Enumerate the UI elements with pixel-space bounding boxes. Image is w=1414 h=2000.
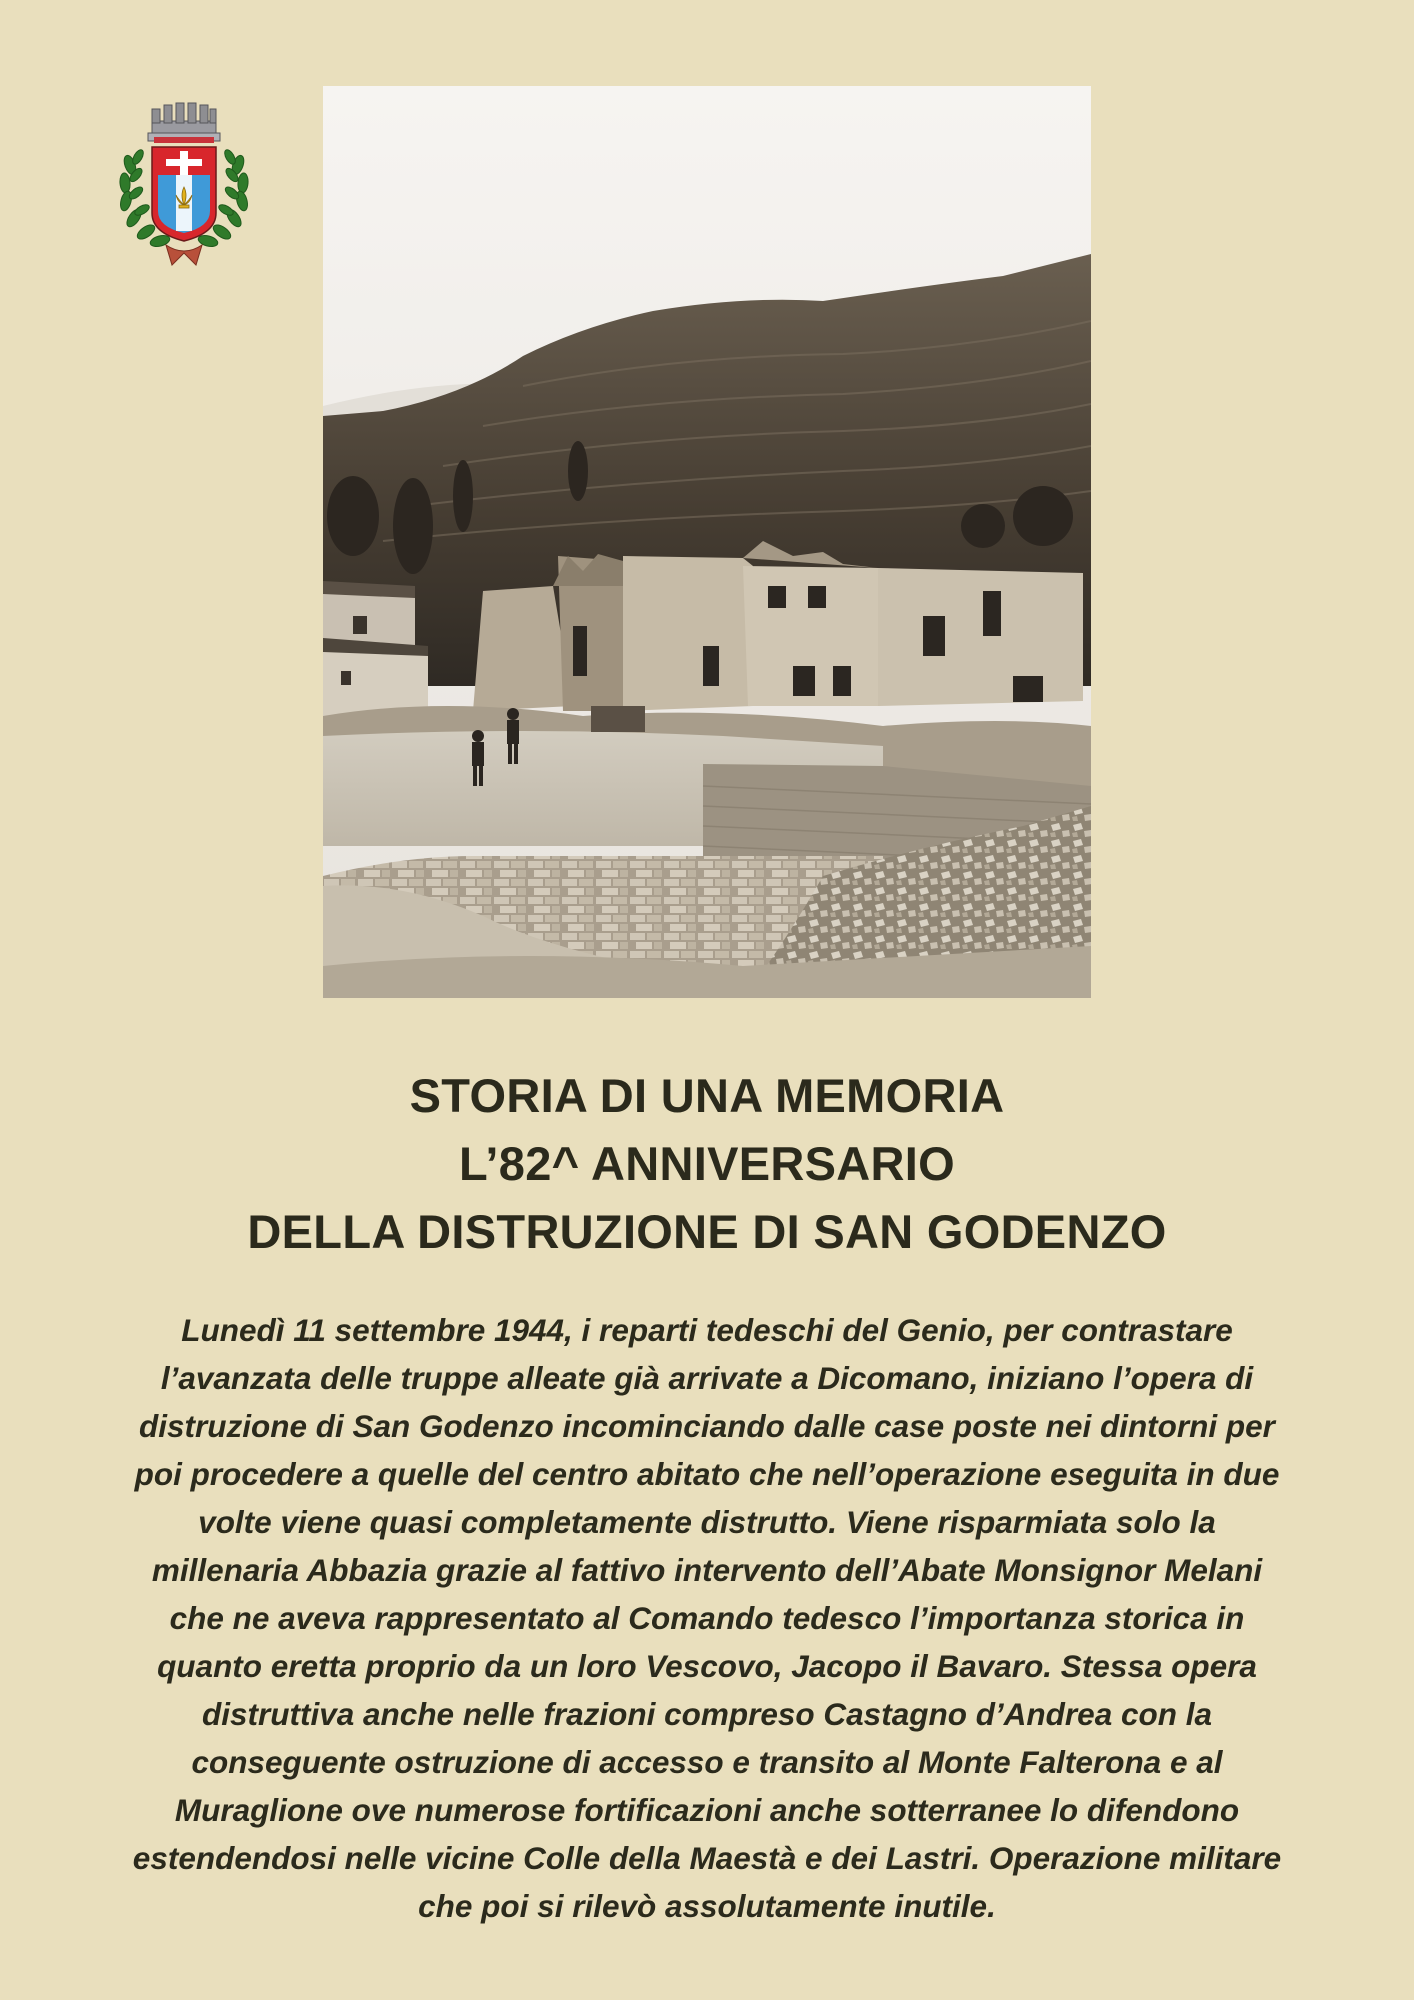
body-line: distruzione di San Godenzo incominciando dalle case poste nei dintorni per [139,1408,1275,1444]
body-line: l’avanzata delle truppe alleate già arrivate a Dicomano, iniziano l’opera di [160,1360,1254,1396]
page-title [0,1062,1414,1266]
body-line: millenaria Abbazia grazie al fattivo intervento dell’Abate Monsignor Melani [151,1552,1263,1588]
body-line: Lunedì 11 settembre 1944, i reparti tedeschi del Genio, per contrastare [181,1312,1233,1348]
body-line: poi procedere a quelle del centro abitato che nell’operazione eseguita in due [134,1456,1280,1492]
coat-of-arms-icon [116,95,252,267]
body-line: distruttiva anche nelle frazioni compreso Castagno d’Andrea con la [202,1696,1212,1732]
body-line: Muraglione ove numerose fortificazioni anche sotterranee lo difendono [174,1792,1240,1828]
historic-photo [323,86,1091,998]
body-line: estendendosi nelle vicine Colle della Maestà e dei Lastri. Operazione militare [132,1840,1282,1876]
title-line: L’82^ ANNIVERSARIO [459,1137,955,1190]
body-line: che poi si rilevò assolutamente inutile. [418,1888,996,1924]
body-line: conseguente ostruzione di accesso e transito al Monte Falterona e al [191,1744,1223,1780]
body-line: quanto eretta proprio da un loro Vescovo, Jacopo il Bavaro. Stessa opera [157,1648,1257,1684]
title-line: DELLA DISTRUZIONE DI SAN GODENZO [247,1205,1167,1258]
body-line: che ne aveva rappresentato al Comando tedesco l’importanza storica in [169,1600,1245,1636]
body-line: volte viene quasi completamente distrutto. Viene risparmiata solo la [198,1504,1216,1540]
body-paragraph [60,1306,1354,1930]
title-line: STORIA DI UNA MEMORIA [409,1069,1005,1122]
